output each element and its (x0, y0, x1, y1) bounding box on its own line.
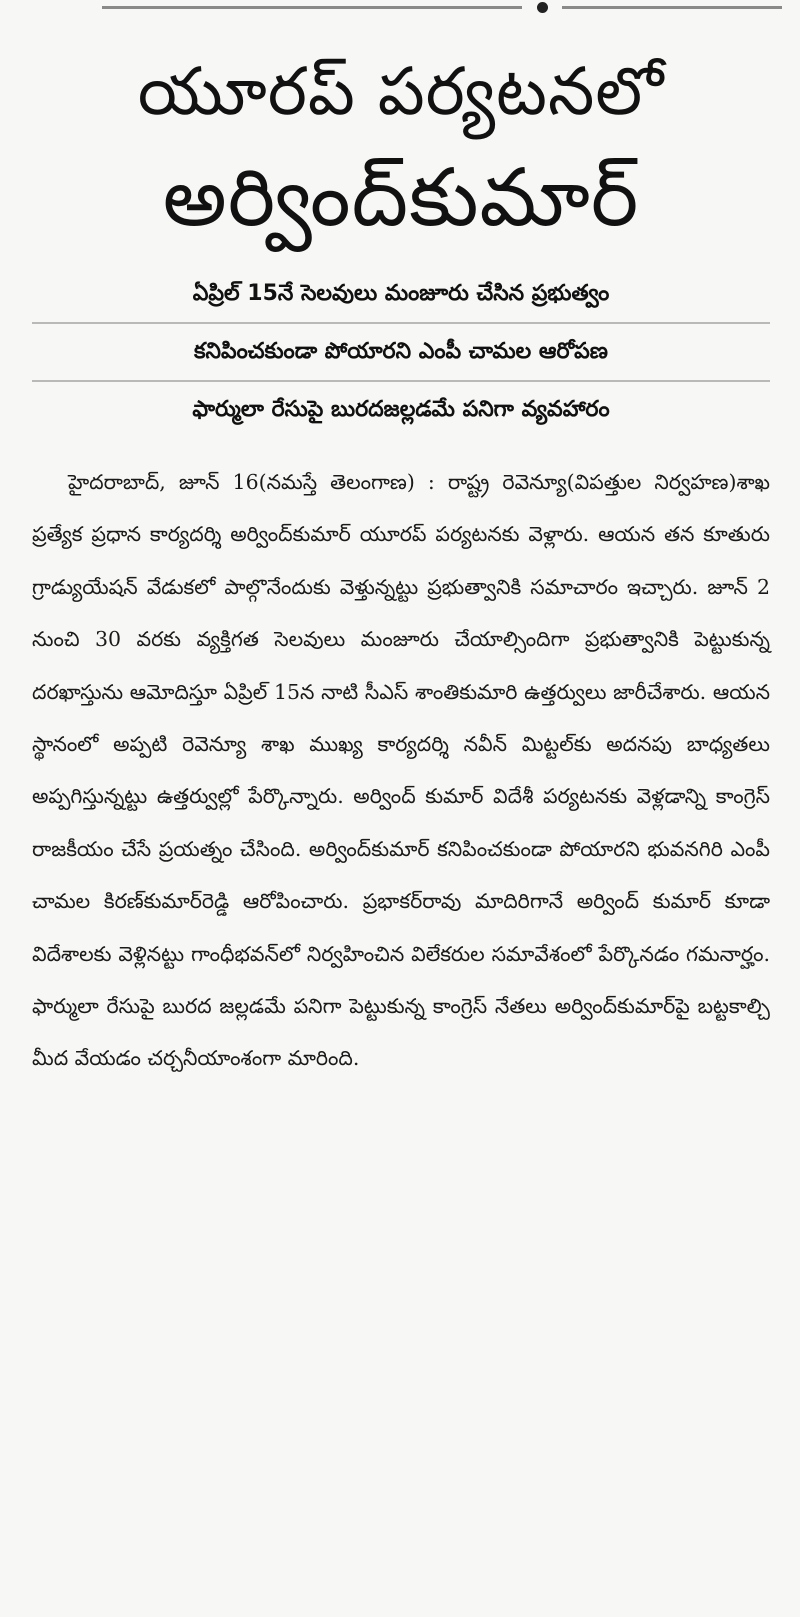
top-divider (32, 0, 770, 18)
headline-line-1: యూరప్ పర్యటనలో (137, 53, 665, 130)
article-body: హైదరాబాద్, జూన్ 16(నమస్తే తెలంగాణ) : రాష్ట్ర రెవెన్యూ(విపత్తుల నిర్వహణ)శాఖ ప్రత్యేక ప్రధాన కార్యదర్శి అర్వింద్‌కుమార్ యూరప్ పర్యటనకు వెళ్లారు. ఆయన తన కూతురు గ్రాడ్యుయేషన్ వేడుకలో పాల్గొనేందుకు వెళ్తున్నట్టు ప్రభుత్వానికి సమాచారం ఇచ్చారు. జూన్ 2 నుంచి 30 వరకు వ్యక్తిగత సెలవులు మంజూరు చేయాల్సిందిగా ప్రభుత్వానికి పెట్టుకున్న దరఖాస్తును ఆమోదిస్తూ ఏప్రిల్ 15న నాటి సీఎస్ శాంతికుమారి ఉత్తర్వులు జారీచేశారు. ఆయన స్థానంలో అప్పటి రెవెన్యూ శాఖ ముఖ్య కార్యదర్శి నవీన్ మిట్టల్‌కు అదనపు బాధ్యతలు అప్పగిస్తున్నట్టు ఉత్తర్వుల్లో పేర్కొన్నారు. అర్వింద్ కుమార్ విదేశీ పర్యటనకు వెళ్లడాన్ని కాంగ్రెస్ రాజకీయం చేసే ప్రయత్నం చేసింది. అర్వింద్‌కుమార్ కనిపించకుండా పోయారని భువనగిరి ఎంపీ చామల కిరణ్‌కుమార్‌రెడ్డి ఆరోపించారు. ప్రభాకర్‌రావు మాదిరిగానే అర్వింద్ కుమార్ కూడా విదేశాలకు వెళ్లినట్టు గాంధీభవన్‌లో నిర్వహించిన విలేకరుల సమావేశంలో పేర్కొనడం గమనార్హం. ఫార్ములా రేసుపై బురద జల్లడమే పనిగా పెట్టుకున్న కాంగ్రెస్ నేతలు అర్వింద్‌కుమార్‌పై బట్టకాల్చి మీద వేయడం చర్చనీయాంశంగా మారింది. (32, 470, 770, 1071)
divider-line-left (102, 6, 522, 9)
headline-line-2: అర్వింద్‌కుమార్ (162, 151, 640, 244)
divider-dot (537, 2, 548, 13)
subhead-3: ఫార్ములా రేసుపై బురదజల్లడమే పనిగా వ్యవహారం (192, 397, 610, 422)
divider-line-right (562, 6, 782, 9)
subhead-1: ఏప్రిల్ 15నే సెలవులు మంజూరు చేసిన ప్రభుత్వం (32, 266, 770, 324)
subhead-2: కనిపించకుండా పోయారని ఎంపీ చామల ఆరోపణ (32, 324, 770, 382)
